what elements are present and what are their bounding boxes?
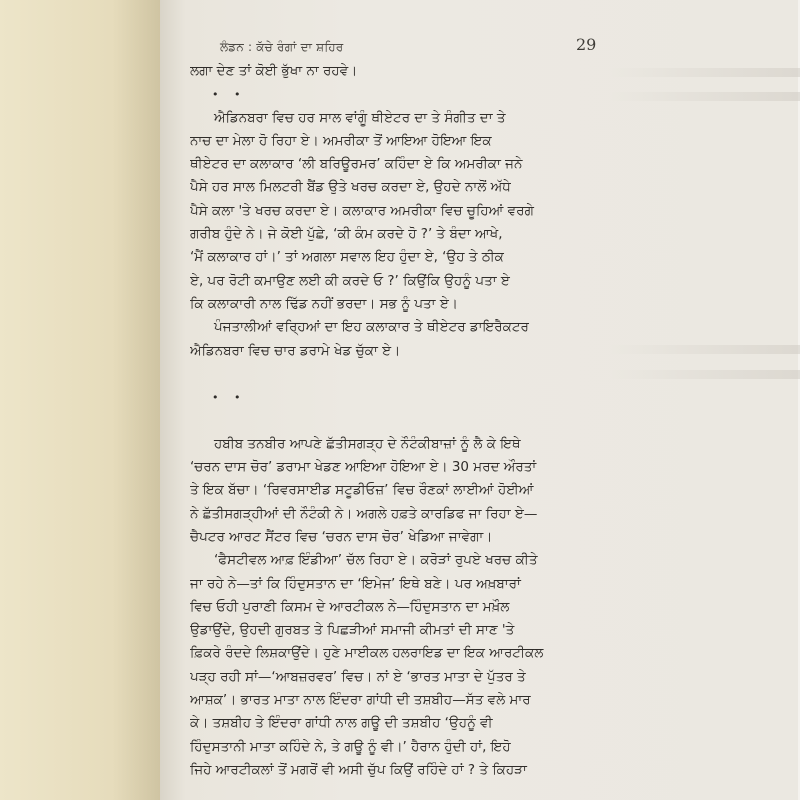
text-line: ਪੜ੍ਹ ਰਹੀ ਸਾਂ—‘ਆਬਜ਼ਰਵਰ’ ਵਿਚ। ਨਾਂ ਏ ‘ਭਾਰਤ ਮਾਤਾ ਦੇ ਪੁੱਤਰ ਤੇ <box>190 668 526 685</box>
text-line: ਵਿਚ ਓਹੀ ਪੁਰਾਣੀ ਕਿਸਮ ਦੇ ਆਰਟੀਕਲ ਨੇ—ਹਿੰਦੁਸਤਾਨ ਦਾ ਮਖ਼ੌਲ <box>190 598 510 615</box>
text-line: ਐਡਿਨਬਰਾ ਵਿਚ ਚਾਰ ਡਰਾਮੇ ਖੇਡ ਚੁੱਕਾ ਏ। <box>190 342 401 359</box>
text-line: ਗਰੀਬ ਹੁੰਦੇ ਨੇ। ਜੇ ਕੋਈ ਪੁੱਛੇ, ‘ਕੀ ਕੰਮ ਕਰਦੇ ਹੋ ?’ ਤੇ ਬੰਦਾ ਆਖੇ, <box>190 226 503 243</box>
text-line: ਹਬੀਬ ਤਨਬੀਰ ਆਪਣੇ ਛੱਤੀਸਗੜ੍ਹ ਦੇ ਨੌਟੰਕੀਬਾਜ਼ਾਂ ਨੂੰ ਲੈ ਕੇ ਇਥੇ <box>214 435 521 452</box>
text-line: ਤੇ ਇਕ ਬੱਚਾ। ‘ਰਿਵਰਸਾਈਡ ਸਟੂਡੀਓਜ਼’ ਵਿਚ ਰੌਣਕਾਂ ਲਾਈਆਂ ਹੋਈਆਂ <box>190 482 534 499</box>
page-number: 29 <box>576 35 597 54</box>
text-line: ਆਸ਼ਕ’। ਭਾਰਤ ਮਾਤਾ ਨਾਲ ਇੰਦਰਾ ਗਾਂਧੀ ਦੀ ਤਸ਼ਬੀਹ—ਸੱਤ ਵਲੇ ਮਾਰ <box>190 692 531 709</box>
previous-page-edge <box>0 0 160 800</box>
text-line: ਐਡਿਨਬਰਾ ਵਿਚ ਹਰ ਸਾਲ ਵਾਂਗੂੰ ਥੀਏਟਰ ਦਾ ਤੇ ਸੰਗੀਤ ਦਾ ਤੇ <box>214 109 506 126</box>
text-line: ਕਿ ਕਲਾਕਾਰੀ ਨਾਲ ਢਿੱਡ ਨਹੀਂ ਭਰਦਾ। ਸਭ ਨੂੰ ਪਤਾ ਏ। <box>190 295 458 312</box>
blank-line <box>190 409 600 432</box>
text-line: ਉਡਾਉਂਦੇ, ਉਹਦੀ ਗੁਰਬਤ ਤੇ ਪਿਛੜੀਆਂ ਸਮਾਜੀ ਕੀਮਤਾਂ ਦੀ ਸਾਣ 'ਤੇ <box>190 622 515 639</box>
text-line: ‘ਫੈਸਟੀਵਲ ਆਫ਼ ਇੰਡੀਆ’ ਚੱਲ ਰਿਹਾ ਏ। ਕਰੋੜਾਂ ਰੁਪਏ ਖਰਚ ਕੀਤੇ <box>214 552 538 569</box>
text-line: ਥੀਏਟਰ ਦਾ ਕਲਾਕਾਰ ‘ਲੀ ਬਰਿਊਰਮਰ’ ਕਹਿੰਦਾ ਏ ਕਿ ਅਮਰੀਕਾ ਜਨੇ <box>190 156 523 173</box>
text-line: ਨਾਚ ਦਾ ਮੇਲਾ ਹੋ ਰਿਹਾ ਏ। ਅਮਰੀਕਾ ਤੋਂ ਆਇਆ ਹੋਇਆ ਇਕ <box>190 132 492 149</box>
text-line: ਜਿਹੇ ਆਰਟੀਕਲਾਂ ਤੋਂ ਮਗਰੋਂ ਵੀ ਅਸੀ ਚੁੱਪ ਕਿਉਂ ਰਹਿੰਦੇ ਹਾਂ ? ਤੇ ਕਿਹੜਾ <box>190 761 527 778</box>
text-line: ਲਗਾ ਦੇਣ ਤਾਂ ਕੋਈ ਭੁੱਖਾ ਨਾ ਰਹਵੇ। <box>190 63 358 79</box>
text-line: ਜਾ ਰਹੇ ਨੇ—ਤਾਂ ਕਿ ਹਿੰਦੁਸਤਾਨ ਦਾ ‘ਇਮੇਜ’ ਇਥੇ ਬਣੇ। ਪਰ ਅਖ਼ਬਾਰਾਂ <box>190 575 521 592</box>
text-line: ਕੇ। ਤਸ਼ਬੀਹ ਤੇ ਇੰਦਰਾ ਗਾਂਧੀ ਨਾਲ ਗਊ ਦੀ ਤਸ਼ਬੀਹ ‘ਉਹਨੂੰ ਵੀ <box>190 715 493 732</box>
show-through-text <box>610 92 800 101</box>
text-line: ਨੇ ਛੱਤੀਸਗੜ੍ਹੀਆਂ ਦੀ ਨੌਟੰਕੀ ਨੇ। ਅਗਲੇ ਹਫ਼ਤੇ ਕਾਰਡਿਫ ਜਾ ਰਿਹਾ ਏ— <box>190 505 538 522</box>
show-through-text <box>610 370 800 379</box>
text-line: ਏ, ਪਰ ਰੋਟੀ ਕਮਾਉਣ ਲਈ ਕੀ ਕਰਦੇ ਓ ?’ ਕਿਉਂਕਿ ਉਹਨੂੰ ਪਤਾ ਏ <box>190 272 510 289</box>
blank-line <box>190 363 600 386</box>
show-through-text <box>610 68 800 77</box>
text-line: ਚੈਪਟਰ ਆਰਟ ਸੈਂਟਰ ਵਿਚ ‘ਚਰਨ ਦਾਸ ਚੋਰ’ ਖੇਡਿਆ ਜਾਵੇਗਾ। <box>190 528 493 545</box>
text-line: ਫ਼ਿਕਰੇ ਰੰਦਦੇ ਲਿਸ਼ਕਾਉਂਦੇ। ਹੁਣੇ ਮਾਈਕਲ ਹਲਰਾਇਡ ਦਾ ਇਕ ਆਰਟੀਕਲ <box>190 645 544 662</box>
body-text <box>190 60 600 782</box>
section-separator: • • <box>212 391 247 405</box>
text-line: ਪੈਸੇ ਕਲਾ 'ਤੇ ਖਰਚ ਕਰਦਾ ਏ। ਕਲਾਕਾਰ ਅਮਰੀਕਾ ਵਿਚ ਚੂਹਿਆਂ ਵਰਗੇ <box>190 202 534 219</box>
running-header: ਲੰਡਨ : ਕੱਚੇ ਰੰਗਾਂ ਦਾ ਸ਼ਹਿਰ <box>220 40 344 54</box>
text-line: ‘ਮੈਂ ਕਲਾਕਾਰ ਹਾਂ।’ ਤਾਂ ਅਗਲਾ ਸਵਾਲ ਇਹ ਹੁੰਦਾ ਏ, ‘ਉਹ ਤੇ ਠੀਕ <box>190 249 504 266</box>
section-separator: • • <box>212 88 247 102</box>
text-line: ਹਿੰਦੁਸਤਾਨੀ ਮਾਤਾ ਕਹਿੰਦੇ ਨੇ, ਤੇ ਗਊ ਨੂੰ ਵੀ।’ ਹੈਰਾਨ ਹੁੰਦੀ ਹਾਂ, ਇਹੋ <box>190 738 511 755</box>
show-through-text <box>610 345 800 354</box>
text-line: ‘ਚਰਨ ਦਾਸ ਚੋਰ’ ਡਰਾਮਾ ਖੇਡਣ ਆਇਆ ਹੋਇਆ ਏ। 30 ਮਰਦ ਔਰਤਾਂ <box>190 459 537 476</box>
text-line: ਪੈਸੇ ਹਰ ਸਾਲ ਮਿਲਟਰੀ ਬੈਂਡ ਉਤੇ ਖਰਚ ਕਰਦਾ ਏ, ਉਹਦੇ ਨਾਲੋਂ ਅੱਧੇ <box>190 179 511 196</box>
text-line: ਪੰਜਤਾਲੀਆਂ ਵਰ੍ਹਿਆਂ ਦਾ ਇਹ ਕਲਾਕਾਰ ਤੇ ਥੀਏਟਰ ਡਾਇਰੈਕਟਰ <box>214 319 529 336</box>
